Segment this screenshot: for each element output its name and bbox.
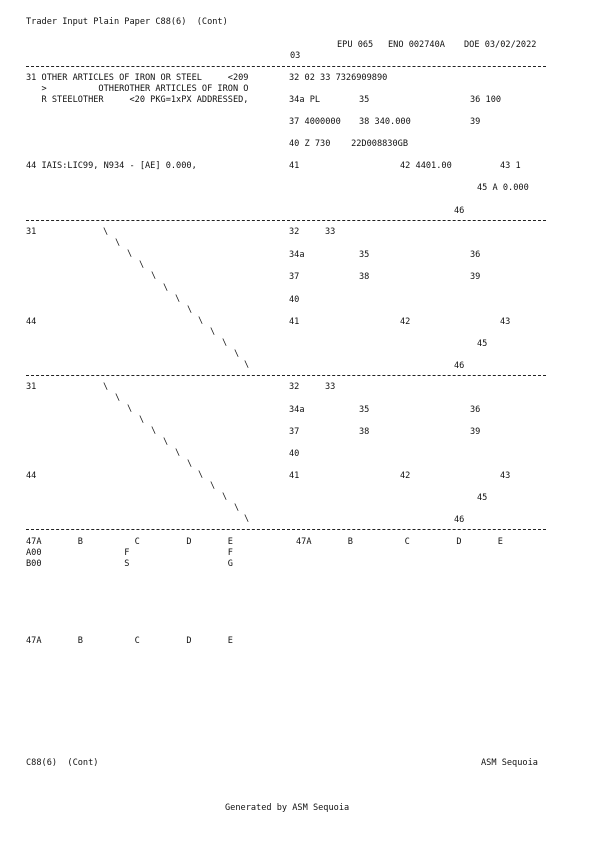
void-slash-mark: \ <box>103 227 109 237</box>
section-divider <box>26 66 546 67</box>
void-slash-mark: \ <box>187 305 193 315</box>
void-slash-mark: \ <box>115 238 121 248</box>
void-slash-mark: \ <box>222 338 228 348</box>
box-42: 42 <box>400 317 411 327</box>
box-34a: 34a <box>289 405 305 415</box>
box-38: 38 <box>359 427 370 437</box>
tax-header-lower: 47A B C D E <box>26 636 233 646</box>
void-slash-mark: \ <box>244 360 250 370</box>
item1-box34a: 34a PL <box>289 95 321 105</box>
box-46: 46 <box>454 361 465 371</box>
tax-row-b00: B00 S G <box>26 559 233 569</box>
item1-box40: 40 Z 730 22D008830GB <box>289 139 408 149</box>
box-35: 35 <box>359 250 370 260</box>
void-slash-mark: \ <box>151 426 157 436</box>
void-slash-mark: \ <box>198 470 204 480</box>
section-divider <box>26 529 546 530</box>
item1-box45: 45 A 0.000 <box>477 183 529 193</box>
box-33: 33 <box>325 382 336 392</box>
void-slash-mark: \ <box>244 514 250 524</box>
tax-row-a00: A00 F F <box>26 548 233 558</box>
box-42: 42 <box>400 471 411 481</box>
box-40: 40 <box>289 295 300 305</box>
void-slash-mark: \ <box>139 260 145 270</box>
box-44: 44 <box>26 317 37 327</box>
date-of-entry: DOE 03/02/2022 <box>464 40 537 50</box>
box-36: 36 <box>470 250 481 260</box>
item1-box46: 46 <box>454 206 465 216</box>
void-slash-mark: \ <box>210 481 216 491</box>
box-38: 38 <box>359 272 370 282</box>
box-45: 45 <box>477 493 488 503</box>
box-40: 40 <box>289 449 300 459</box>
void-slash-mark: \ <box>198 316 204 326</box>
box-03: 03 <box>290 51 301 61</box>
form-reference: C88(6) (Cont) <box>26 758 99 768</box>
item1-description-line2: > OTHEROTHER ARTICLES OF IRON O <box>26 84 249 94</box>
tax-header-left: 47A B C D E <box>26 537 233 547</box>
box-45: 45 <box>477 339 488 349</box>
box-41: 41 <box>289 471 300 481</box>
section-divider <box>26 375 546 376</box>
item1-box36: 36 100 <box>470 95 502 105</box>
item1-box39: 39 <box>470 117 481 127</box>
void-slash-mark: \ <box>175 294 181 304</box>
item1-box35: 35 <box>359 95 370 105</box>
void-slash-mark: \ <box>210 327 216 337</box>
void-slash-mark: \ <box>175 448 181 458</box>
void-slash-mark: \ <box>187 459 193 469</box>
box-35: 35 <box>359 405 370 415</box>
void-slash-mark: \ <box>234 349 240 359</box>
document-title: Trader Input Plain Paper C88(6) (Cont) <box>26 17 228 27</box>
box-34a: 34a <box>289 250 305 260</box>
void-slash-mark: \ <box>115 393 121 403</box>
brand-name: ASM Sequoia <box>481 758 538 768</box>
box-39: 39 <box>470 427 481 437</box>
box-37: 37 <box>289 272 300 282</box>
void-slash-mark: \ <box>103 382 109 392</box>
box-46: 46 <box>454 515 465 525</box>
box-43: 43 <box>500 317 511 327</box>
void-slash-mark: \ <box>222 492 228 502</box>
tax-header-right: 47A B C D E <box>296 537 503 547</box>
box-41: 41 <box>289 317 300 327</box>
item1-box43: 43 1 <box>500 161 521 171</box>
void-slash-mark: \ <box>163 437 169 447</box>
item1-commodity-code: 32 02 33 7326909890 <box>289 73 388 83</box>
generated-by: Generated by ASM Sequoia <box>225 803 350 813</box>
void-slash-mark: \ <box>127 249 133 259</box>
void-slash-mark: \ <box>139 415 145 425</box>
void-slash-mark: \ <box>151 271 157 281</box>
box-31: 31 <box>26 382 37 392</box>
box-36: 36 <box>470 405 481 415</box>
item1-description-line1: 31 OTHER ARTICLES OF IRON OR STEEL <209 <box>26 73 249 83</box>
box-32: 32 <box>289 227 300 237</box>
item1-description-line3: R STEELOTHER <20 PKG=1xPX ADDRESSED, <box>26 95 249 105</box>
void-slash-mark: \ <box>163 283 169 293</box>
item1-box38: 38 340.000 <box>359 117 411 127</box>
box-37: 37 <box>289 427 300 437</box>
box-31: 31 <box>26 227 37 237</box>
entry-number: ENO 002740A <box>388 40 445 50</box>
box-33: 33 <box>325 227 336 237</box>
section-divider <box>26 220 546 221</box>
item1-box42: 42 4401.00 <box>400 161 452 171</box>
item1-box41: 41 <box>289 161 300 171</box>
box-39: 39 <box>470 272 481 282</box>
epu-number: EPU 065 <box>337 40 374 50</box>
box-32: 32 <box>289 382 300 392</box>
item1-box37: 37 4000000 <box>289 117 341 127</box>
box-43: 43 <box>500 471 511 481</box>
void-slash-mark: \ <box>127 404 133 414</box>
item1-box44: 44 IAIS:LIC99, N934 - [AE] 0.000, <box>26 161 197 171</box>
void-slash-mark: \ <box>234 503 240 513</box>
box-44: 44 <box>26 471 37 481</box>
